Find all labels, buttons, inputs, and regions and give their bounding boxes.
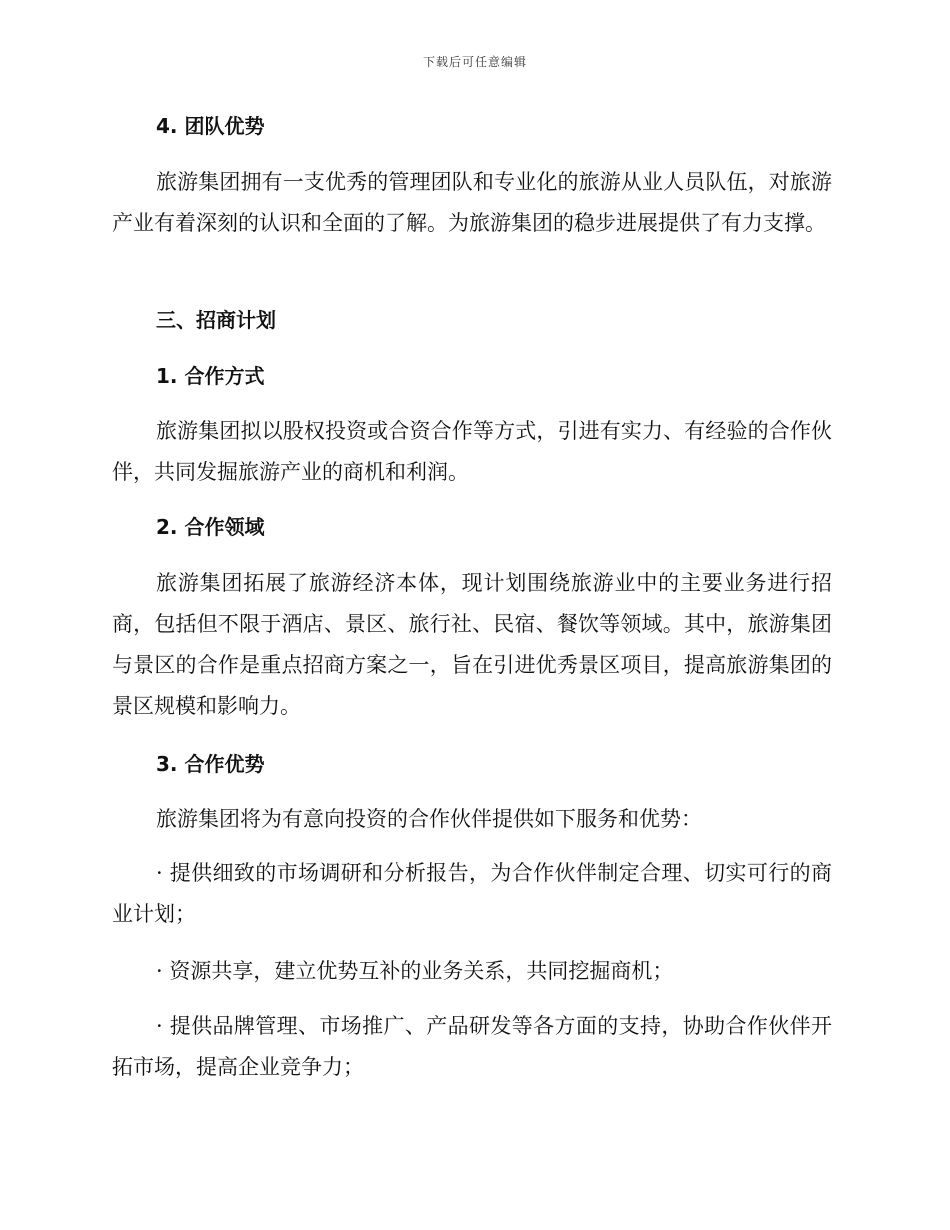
section-heading-plan: 三、招商计划 <box>156 308 276 332</box>
section-heading-mode: 1. 合作方式 <box>156 364 265 388</box>
paragraph-field: 旅游集团拓展了旅游经济本体，现计划围绕旅游业中的主要业务进行招商，包括但不限于酒店、景区、旅行社、民宿、餐饮等领域。其中，旅游集团与景区的合作是重点招商方案之一，旨在引进优秀景区项目，提高旅游集团的景区规模和影响力。 <box>112 571 832 718</box>
paragraph-mode: 旅游集团拟以股权投资或合资合作等方式，引进有实力、有经验的合作伙伴，共同发掘旅游产业的商机和利润。 <box>112 419 832 484</box>
section-heading-advantage: 3. 合作优势 <box>156 752 265 776</box>
section-heading-field: 2. 合作领域 <box>156 515 265 539</box>
section-heading-team: 4. 团队优势 <box>156 114 265 138</box>
list-item: · 提供细致的市场调研和分析报告，为合作伙伴制定合理、切实可行的商业计划； <box>112 861 832 926</box>
list-item: · 资源共享，建立优势互补的业务关系，共同挖掘商机； <box>156 959 674 983</box>
page-header: 下载后可任意编辑 <box>422 55 527 69</box>
paragraph-advantage: 旅游集团将为有意向投资的合作伙伴提供如下服务和优势： <box>156 807 702 831</box>
paragraph-team: 旅游集团拥有一支优秀的管理团队和专业化的旅游从业人员队伍，对旅游产业有着深刻的认识和全面的了解。为旅游集团的稳步进展提供了有力支撑。 <box>112 170 832 235</box>
list-item: · 提供品牌管理、市场推广、产品研发等各方面的支持，协助合作伙伴开拓市场，提高企业竞争力； <box>112 1014 832 1079</box>
